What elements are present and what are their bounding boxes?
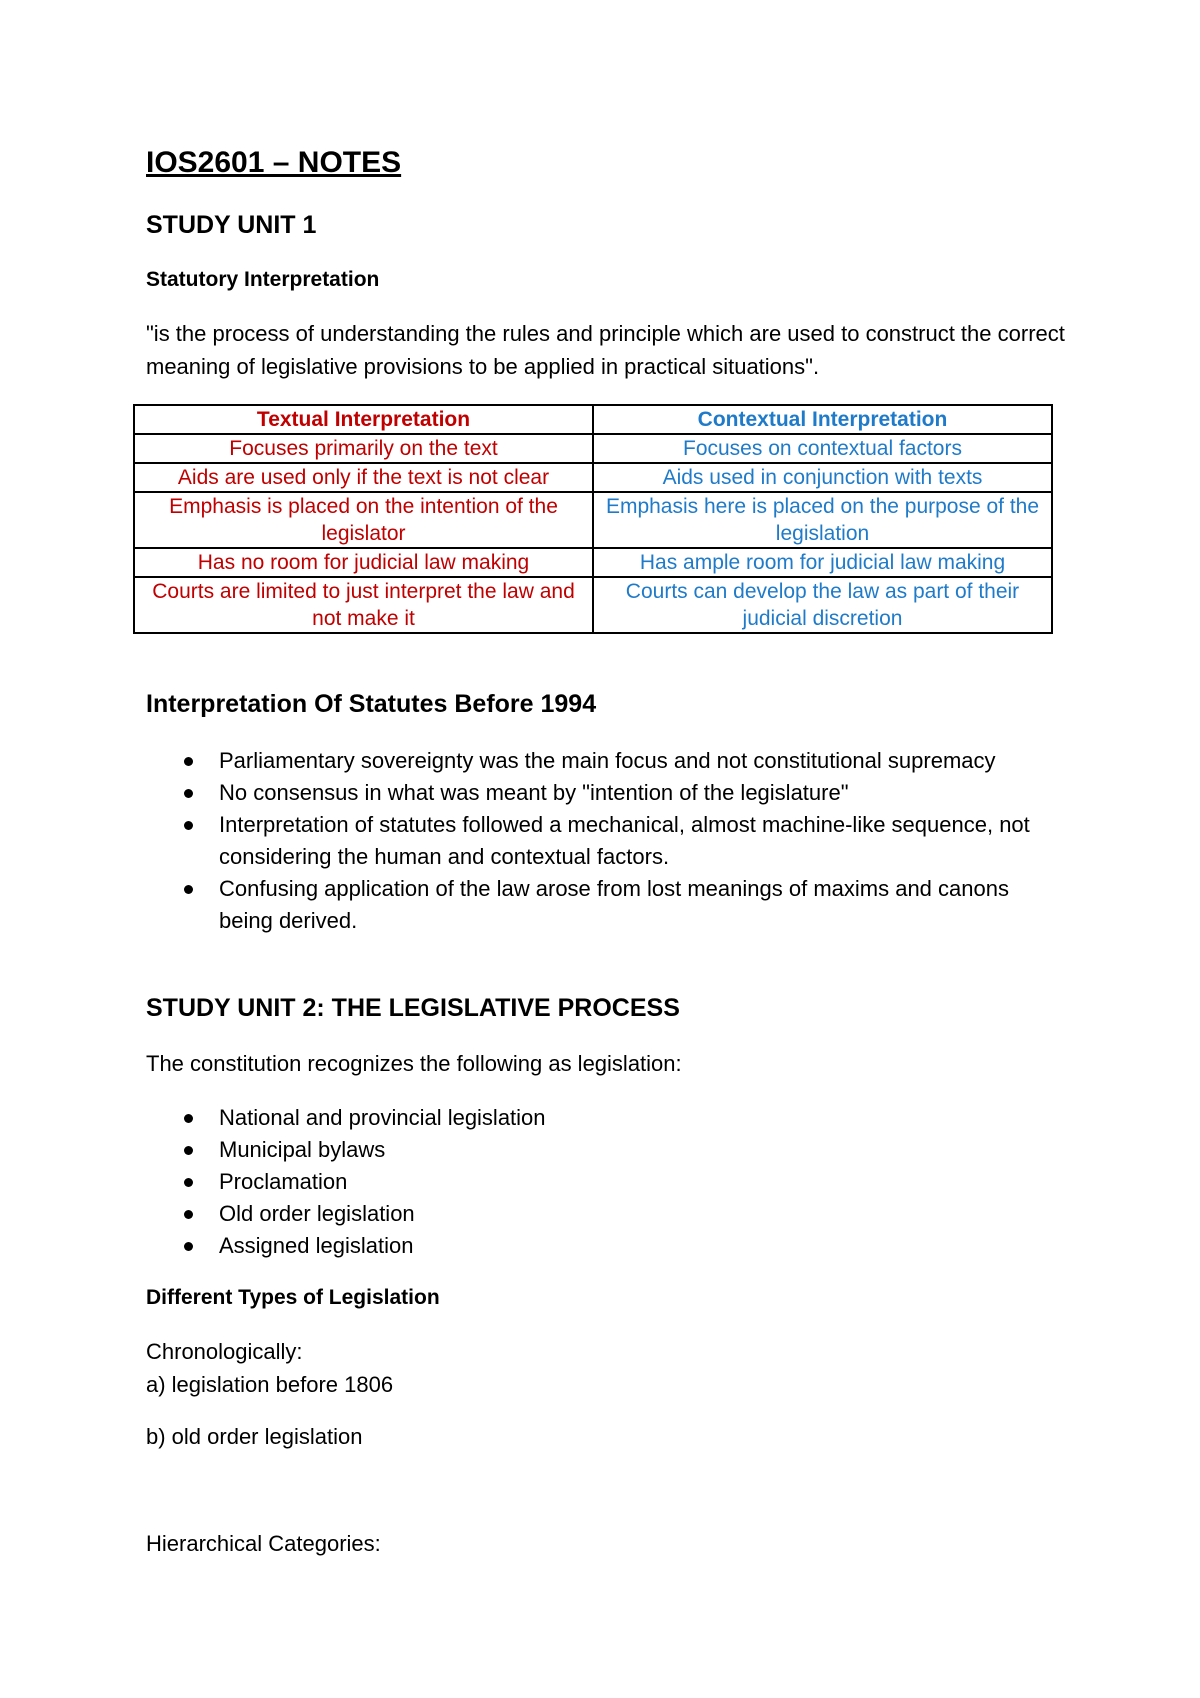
- list-item-text: Assigned legislation: [219, 1233, 414, 1258]
- document-title: IOS2601 – NOTES: [146, 146, 402, 179]
- statutory-interpretation-heading: Statutory Interpretation: [146, 268, 380, 291]
- list-item-text: Proclamation: [219, 1169, 348, 1194]
- bullet-icon: [184, 1242, 193, 1251]
- legislation-list: [146, 1102, 1046, 1262]
- bullet-icon: [184, 1146, 193, 1155]
- chronological-item-b: b) old order legislation: [146, 1424, 363, 1449]
- legislation-intro: The constitution recognizes the following as legislation:: [146, 1051, 682, 1076]
- interpretation-comparison-table: [133, 404, 1053, 634]
- list-item-text: Interpretation of statutes followed a mechanical, almost machine-like sequence, not considering the human and contextual factors.: [219, 812, 1030, 869]
- contextual-cell: Aids used in conjunction with texts: [593, 463, 1052, 492]
- before-1994-list: [146, 745, 1046, 937]
- bullet-icon: [184, 1178, 193, 1187]
- textual-cell: Focuses primarily on the text: [134, 434, 593, 463]
- contextual-cell: Emphasis here is placed on the purpose of the legislation: [593, 492, 1052, 548]
- study-unit-2-heading: STUDY UNIT 2: THE LEGISLATIVE PROCESS: [146, 994, 680, 1022]
- hierarchical-categories-label: Hierarchical Categories:: [146, 1531, 381, 1556]
- table-header-row: [134, 405, 1052, 434]
- types-of-legislation-heading: Different Types of Legislation: [146, 1286, 440, 1309]
- before-1994-heading: Interpretation Of Statutes Before 1994: [146, 690, 597, 718]
- list-item: [146, 1102, 1046, 1134]
- contextual-cell: Has ample room for judicial law making: [593, 548, 1052, 577]
- textual-cell: Aids are used only if the text is not clear: [134, 463, 593, 492]
- list-item-text: Old order legislation: [219, 1201, 415, 1226]
- chronologically-label: Chronologically:: [146, 1339, 303, 1364]
- list-item-text: Parliamentary sovereignty was the main focus and not constitutional supremacy: [219, 748, 996, 773]
- textual-cell: Emphasis is placed on the intention of the legislator: [134, 492, 593, 548]
- list-item: [146, 873, 1046, 937]
- list-item-text: National and provincial legislation: [219, 1105, 546, 1130]
- bullet-icon: [184, 757, 193, 766]
- list-item: [146, 1198, 1046, 1230]
- textual-cell: Has no room for judicial law making: [134, 548, 593, 577]
- contextual-header: Contextual Interpretation: [593, 405, 1052, 434]
- table-row: [134, 548, 1052, 577]
- list-item: [146, 1166, 1046, 1198]
- table-row: [134, 463, 1052, 492]
- list-item: [146, 1230, 1046, 1262]
- bullet-icon: [184, 821, 193, 830]
- list-item-text: Municipal bylaws: [219, 1137, 386, 1162]
- list-item: [146, 809, 1046, 873]
- bullet-icon: [184, 1114, 193, 1123]
- list-item-text: No consensus in what was meant by "intention of the legislature": [219, 780, 849, 805]
- textual-cell: Courts are limited to just interpret the law and not make it: [134, 577, 593, 633]
- bullet-icon: [184, 1210, 193, 1219]
- chronological-item-a: a) legislation before 1806: [146, 1372, 394, 1397]
- textual-header: Textual Interpretation: [134, 405, 593, 434]
- bullet-icon: [184, 885, 193, 894]
- table-row: [134, 492, 1052, 548]
- statutory-interpretation-definition: "is the process of understanding the rules and principle which are used to construct the correct meaning of legislative provisions to be applied in practical situations".: [146, 321, 1065, 379]
- contextual-cell: Focuses on contextual factors: [593, 434, 1052, 463]
- study-unit-1-heading: STUDY UNIT 1: [146, 211, 317, 239]
- table-row: [134, 577, 1052, 633]
- list-item: [146, 1134, 1046, 1166]
- list-item: [146, 745, 1046, 777]
- list-item-text: Confusing application of the law arose from lost meanings of maxims and canons being derived.: [219, 876, 1009, 933]
- bullet-icon: [184, 789, 193, 798]
- table-row: [134, 434, 1052, 463]
- contextual-cell: Courts can develop the law as part of their judicial discretion: [593, 577, 1052, 633]
- list-item: [146, 777, 1046, 809]
